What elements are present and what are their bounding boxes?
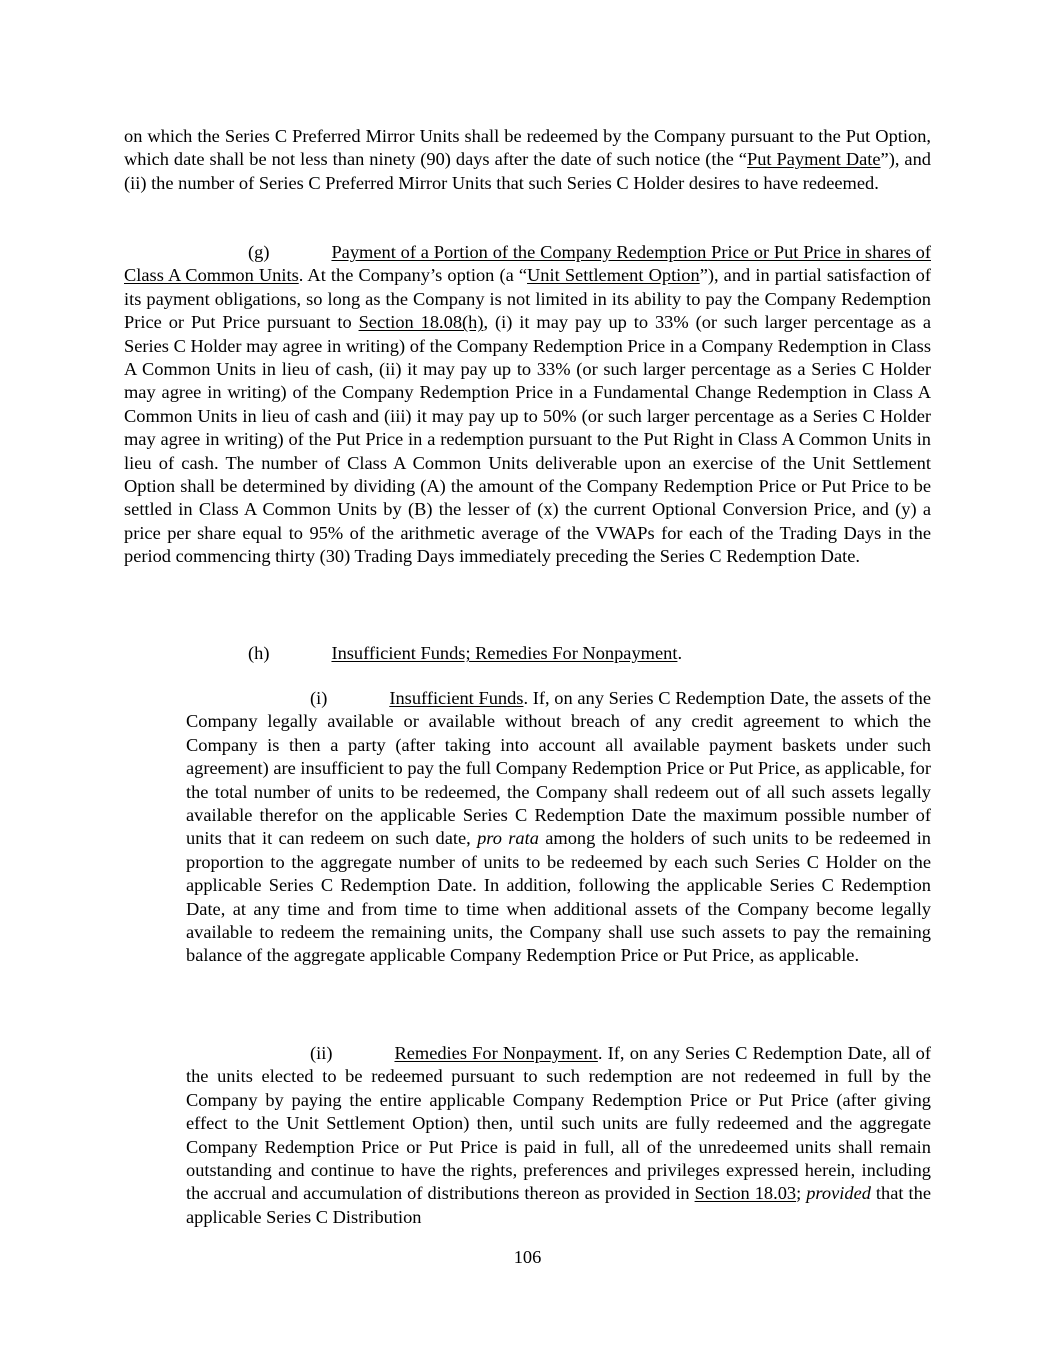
paragraph-h-heading: Insufficient Funds; Remedies For Nonpayment	[331, 643, 678, 663]
defined-term-unit-settlement-option: Unit Settlement Option	[527, 265, 700, 286]
paragraph-g: (g) Payment of a Portion of the Company Redemption Price or Put Price in shares of Class A Common Units. At the Company’s option (a “Unit Settlement Option”), and in partial satisfaction of its payment obligations, so long as the Company is not limited in its ability to pay the Company Redemption Price or Put Price pursuant to Section 18.08(h), (i) it may pay up to 33% (or such larger percentage as a Series C Holder may agree in writing) of the Company Redemption Price in a Company Redemption in Class A Common Units in lieu of cash, (ii) it may pay up to 33% (or such larger percentage as a Series C Holder may agree in writing) of the Company Redemption Price in a Fundamental Change Redemption in Class A Common Units in lieu of cash and (iii) it may pay up to 50% (or such larger percentage as a Series C Holder may agree in writing) of the Put Price in a redemption pursuant to the Put Right in Class A Common Units in lieu of cash. The number of Class A Common Units deliverable upon an exercise of the Unit Settlement Option shall be determined by dividing (A) the amount of the Company Redemption Price or Put Price to be settled in Class A Common Units by (B) the lesser of (x) the current Optional Conversion Price, and (y) a price per share equal to 95% of the arithmetic average of the VWAPs for each of the Trading Days in the period commencing thirty (30) Trading Days immediately preceding the Series C Redemption Date.	[124, 242, 931, 567]
paragraph-h: (h) Insufficient Funds; Remedies For Nonpayment.	[248, 643, 683, 663]
paragraph-h-i-heading: Insufficient Funds	[389, 688, 524, 708]
paragraph-h-i: (i) Insufficient Funds. If, on any Series C Redemption Date, the assets of the Company legally available or available without breach of any credit agreement to which the Company is then a party (after taking into account all available payment baskets under such agreement) are insufficient to pay the full Company Redemption Price or Put Price, as applicable, for the total number of units to be redeemed, the Company shall redeem out of all such assets legally available therefor on the applicable Series C Redemption Date the maximum possible number of units that it can redeem on such date, pro rata among the holders of such units to be redeemed in proportion to the aggregate number of units to be redeemed by each such Series C Holder on the applicable Series C Redemption Date. In addition, following the applicable Series C Redemption Date, at any time and from time to time when additional assets of the Company become legally available to redeem the remaining units, the Company shall use such assets to pay the remaining balance of the aggregate applicable Company Redemption Price or Put Price, as applicable.	[186, 688, 931, 966]
cross-reference-section-18-03: Section 18.03	[694, 1183, 797, 1204]
paragraph-g-heading: Payment of a Portion of the Company Redemption Price or Put Price in shares of Class A Common Units	[124, 242, 931, 286]
paragraph-f-continuation: on which the Series C Preferred Mirror Units shall be redeemed by the Company pursuant to the Put Option, which date shall be not less than ninety (90) days after the date of such notice (the “Put Payment Date”), and (ii) the number of Series C Preferred Mirror Units that such Series C Holder desires to have redeemed.	[124, 126, 931, 193]
paragraph-h-ii-label: (ii)	[310, 1043, 333, 1063]
latin-term-pro-rata: pro rata	[477, 828, 539, 849]
proviso-term-provided: provided	[806, 1183, 871, 1204]
paragraph-h-label: (h)	[248, 643, 270, 663]
paragraph-h-ii: (ii) Remedies For Nonpayment. If, on any Series C Redemption Date, all of the units elected to be redeemed pursuant to such redemption are not redeemed in full by the Company by paying the entire applicable Company Redemption Price or Put Price (after giving effect to the Unit Settlement Option) then, until such units are fully redeemed and the aggregate Company Redemption Price or Put Price is paid in full, all of the unredeemed units shall remain outstanding and continue to have the rights, preferences and privileges expressed herein, including the accrual and accumulation of distributions thereon as provided in Section 18.03; provided that the applicable Series C Distribution	[186, 1043, 931, 1227]
paragraph-g-label: (g)	[248, 242, 270, 262]
paragraph-h-ii-heading: Remedies For Nonpayment	[394, 1043, 598, 1063]
defined-term-put-payment-date: Put Payment Date	[746, 149, 881, 170]
cross-reference-section-18-08-h: Section 18.08(h)	[358, 312, 484, 333]
page-number: 106	[513, 1247, 542, 1267]
paragraph-h-i-label: (i)	[310, 688, 328, 708]
